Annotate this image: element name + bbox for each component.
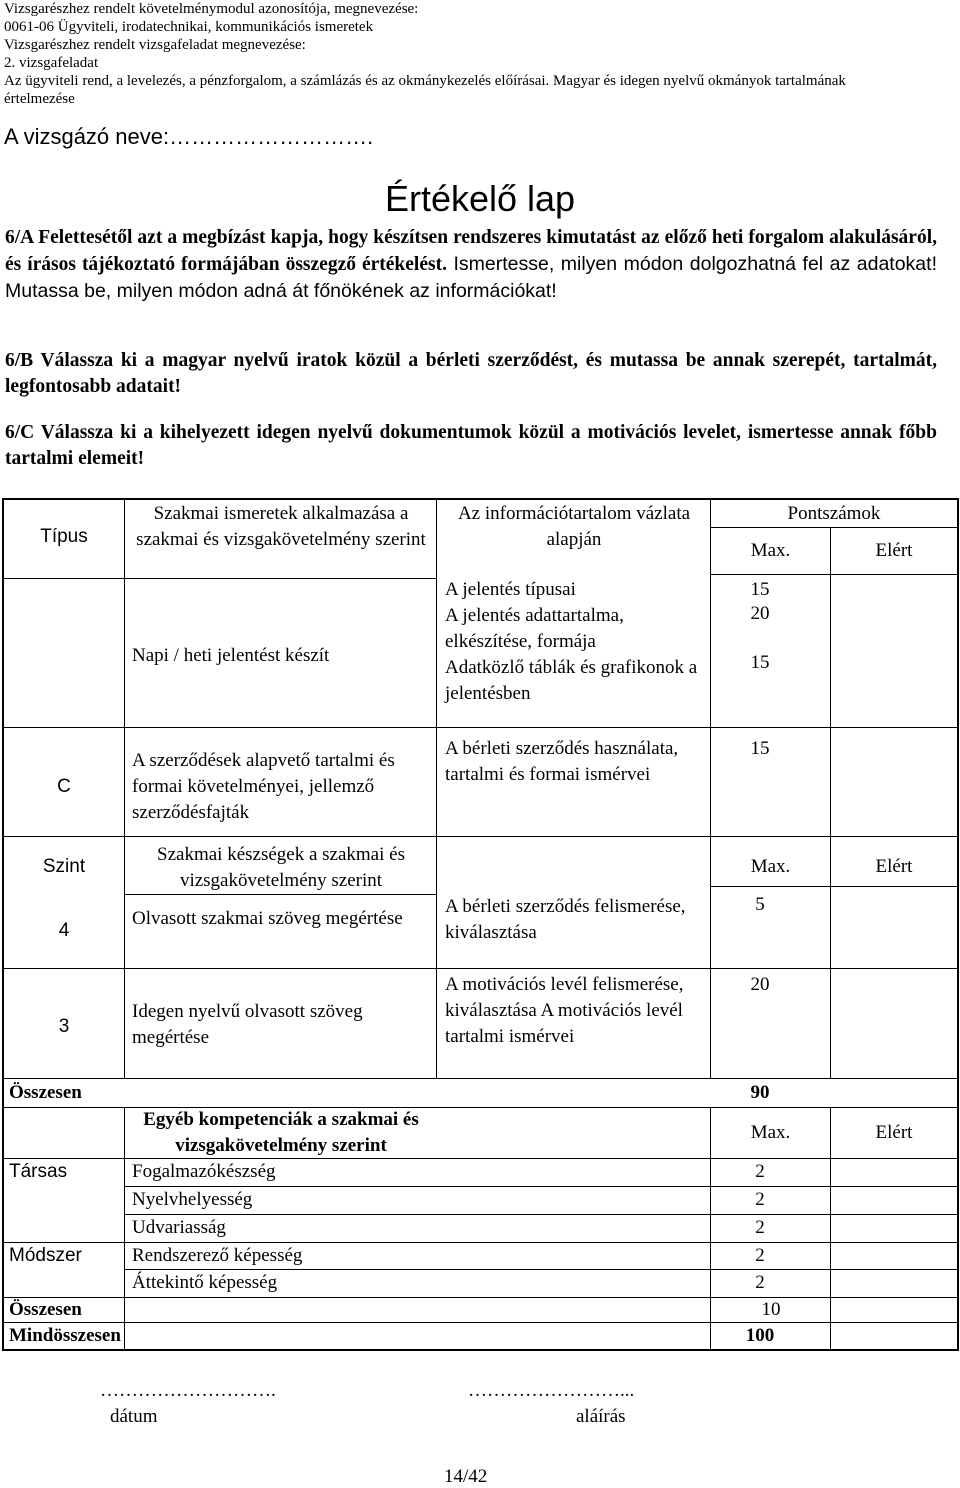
row3-max: 5 bbox=[755, 894, 765, 915]
row4-info: A motivációs levél felismerése, kiválasztása A motivációs levél tartalmi ismérvei bbox=[445, 974, 684, 1047]
competency-name: Áttekintő képesség bbox=[132, 1272, 278, 1293]
date-line: ………………………. bbox=[100, 1380, 276, 1401]
competency-max: 2 bbox=[755, 1189, 765, 1210]
list-item: A jelentés adattartalma, elkészítése, formája bbox=[445, 605, 624, 652]
row1-max-1: 15 bbox=[750, 579, 770, 600]
header-line: 0061-06 Ügyviteli, irodatechnikai, kommunikációs ismeretek bbox=[4, 19, 374, 35]
task-6a-bold: 6/A Felettesétől azt a megbízást kapja, hogy készítsen rendszeres kimutatást az előző heti forgalom alakulásáról, és írásos tájékoztató formájában összegző értékelést. bbox=[5, 227, 937, 275]
skills-max-header: Max. bbox=[750, 856, 791, 877]
list-item: Adatközlő táblák és grafikonok a jelentésben bbox=[445, 657, 698, 704]
col-header-type: Típus bbox=[40, 526, 88, 547]
competency-name: Nyelvhelyesség bbox=[132, 1189, 253, 1210]
row3-level: 4 bbox=[58, 920, 70, 941]
page-title: Értékelő lap bbox=[384, 178, 576, 219]
row1-items bbox=[445, 577, 705, 707]
other-competencies-header: Egyéb kompetenciák a szakmai és vizsgakövetelmény szerint bbox=[143, 1109, 419, 1156]
candidate-name-field: A vizsgázó neve:………………………. bbox=[4, 124, 374, 149]
page-number: 14/42 bbox=[444, 1466, 488, 1487]
col-header-knowledge: Szakmai ismeretek alkalmazása a szakmai és vizsgakövetelmény szerint bbox=[136, 503, 426, 550]
task-6a-rest: Ismertesse, milyen módon dolgozhatná fel az adatokat! Mutassa be, milyen módon adná át főnökének az információkat! bbox=[5, 253, 937, 302]
row4-max: 20 bbox=[750, 974, 770, 995]
competency-name: Fogalmazókészség bbox=[132, 1161, 276, 1182]
competency-name: Udvariasság bbox=[132, 1217, 226, 1238]
competency-max: 2 bbox=[755, 1245, 765, 1266]
grand-total-value: 100 bbox=[745, 1325, 775, 1346]
header-line: Vizsgarészhez rendelt követelménymodul azonosítója, megnevezése: bbox=[4, 1, 419, 17]
header-line: Vizsgarészhez rendelt vizsgafeladat megnevezése: bbox=[4, 37, 306, 53]
row1-description: Napi / heti jelentést készít bbox=[132, 645, 330, 666]
row4-level: 3 bbox=[58, 1016, 70, 1037]
col-header-info: Az információtartalom vázlata alapján bbox=[457, 503, 691, 550]
competency-name: Rendszerező képesség bbox=[132, 1245, 303, 1266]
skills-achieved-header: Elért bbox=[875, 856, 913, 877]
signature-line: ……………………... bbox=[468, 1380, 635, 1401]
subtotal2-value: 10 bbox=[761, 1299, 781, 1320]
task-6b: 6/B Válassza ki a magyar nyelvű iratok közül a bérleti szerződést, és mutassa be annak szerepét, tartalmát, legfontosabb adatait! bbox=[5, 350, 937, 397]
row4-description: Idegen nyelvű olvasott szöveg megértése bbox=[132, 1001, 363, 1048]
signature-label: aláírás bbox=[576, 1406, 626, 1427]
row2-max: 15 bbox=[750, 738, 770, 759]
header-line: értelmezése bbox=[4, 91, 75, 107]
grand-total-label: Mindösszesen bbox=[9, 1325, 121, 1346]
date-label: dátum bbox=[110, 1406, 158, 1427]
col-header-points: Pontszámok bbox=[787, 503, 881, 524]
row2-description: A szerződések alapvető tartalmi és formai követelményei, jellemző szerződésfajták bbox=[132, 750, 395, 823]
subtotal-value: 90 bbox=[750, 1082, 770, 1103]
competency-group-social: Társas bbox=[9, 1161, 68, 1182]
row1-max-2: 20 bbox=[750, 603, 770, 624]
col-header-max: Max. bbox=[750, 540, 791, 561]
task-6a bbox=[5, 225, 937, 305]
row1-max-3: 15 bbox=[750, 652, 770, 673]
col-header-achieved: Elért bbox=[875, 540, 913, 561]
skills-level-header: Szint bbox=[42, 856, 86, 877]
competency-max: 2 bbox=[755, 1272, 765, 1293]
competency-max: 2 bbox=[755, 1217, 765, 1238]
row3-description: Olvasott szakmai szöveg megértése bbox=[132, 908, 403, 929]
other-max-header: Max. bbox=[750, 1122, 791, 1143]
task-6c: 6/C Válassza ki a kihelyezett idegen nyelvű dokumentumok közül a motivációs levelet, ismertesse annak főbb tartalmi elemeit! bbox=[5, 422, 937, 469]
header-line: Az ügyviteli rend, a levelezés, a pénzforgalom, a számlázás és az okmánykezelés előírásai. Magyar és idegen nyelvű okmányok tartalmának bbox=[4, 73, 846, 89]
competency-group-method: Módszer bbox=[9, 1245, 82, 1266]
row2-info: A bérleti szerződés használata, tartalmi és formai ismérvei bbox=[445, 738, 679, 785]
row2-type: C bbox=[57, 776, 71, 797]
row3-info: A bérleti szerződés felismerése, kiválasztása bbox=[445, 896, 686, 943]
subtotal2-label: Összesen bbox=[9, 1299, 82, 1320]
subtotal-label: Összesen bbox=[9, 1082, 82, 1103]
document-header bbox=[4, 0, 846, 108]
skills-header: Szakmai készségek a szakmai és vizsgakövetelmény szerint bbox=[157, 844, 405, 891]
header-line: 2. vizsgafeladat bbox=[4, 55, 99, 71]
other-achieved-header: Elért bbox=[875, 1122, 913, 1143]
competency-max: 2 bbox=[755, 1161, 765, 1182]
list-item: A jelentés típusai bbox=[445, 579, 576, 600]
